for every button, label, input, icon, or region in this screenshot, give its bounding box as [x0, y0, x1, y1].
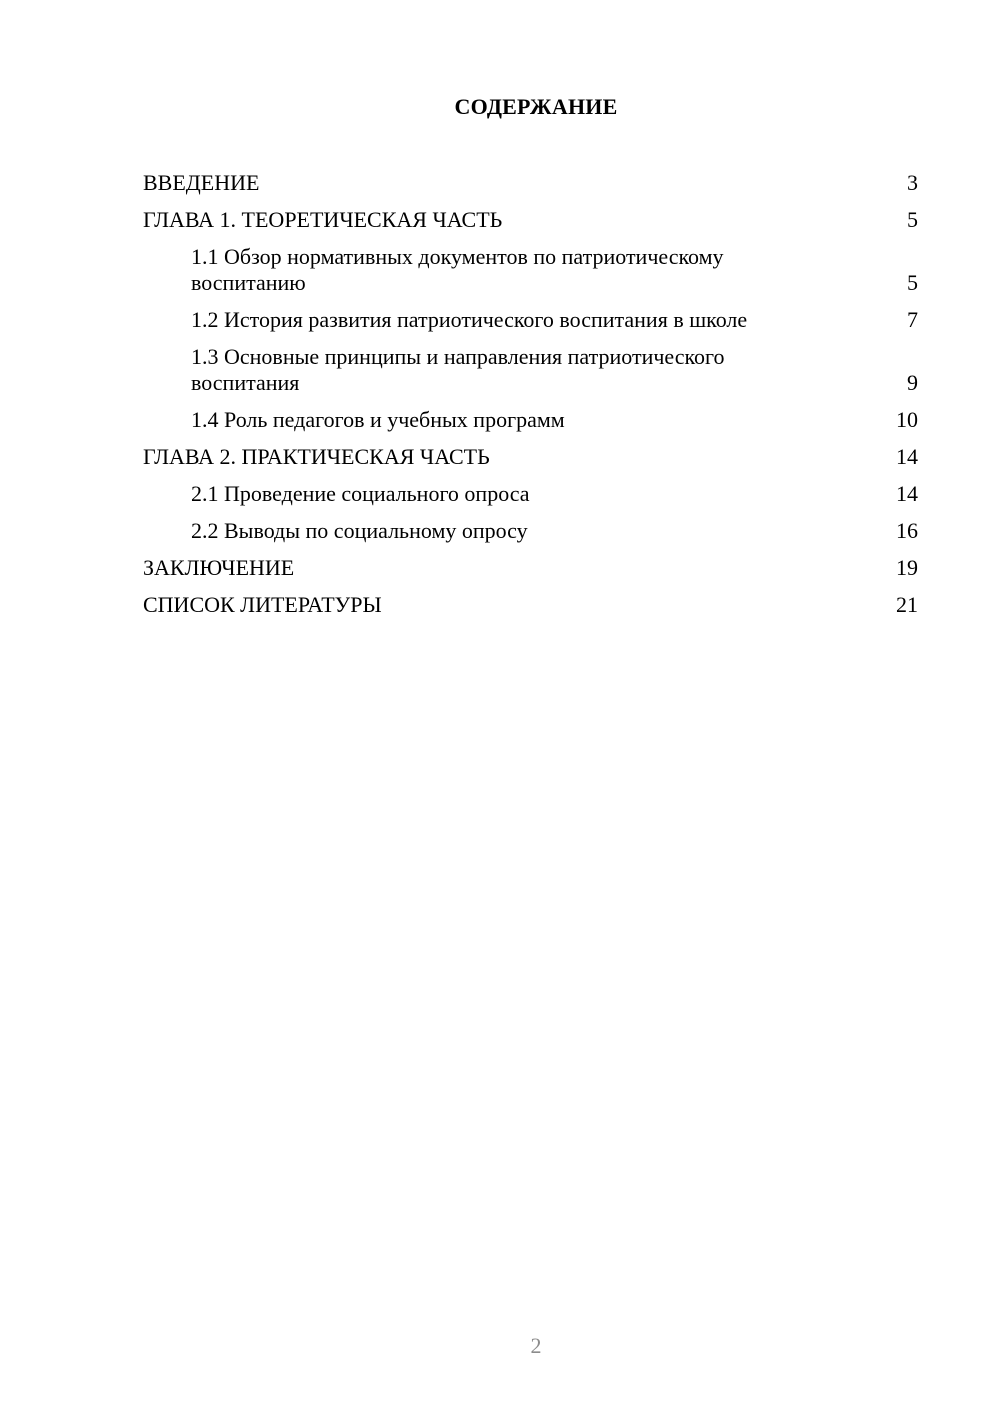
toc-entry-section-2-1	[143, 481, 918, 507]
toc-entry-section-1-2	[143, 307, 918, 333]
toc-entry-label: 2.2 Выводы по социальному опросу	[191, 518, 528, 543]
toc-entry-section-1-3	[143, 344, 918, 396]
page-number: 2	[530, 1333, 542, 1358]
toc-entry-page: 14	[896, 444, 918, 469]
toc-entry-label: 1.1 Обзор нормативных документов по патриотическому воспитанию	[191, 244, 724, 295]
toc-title: СОДЕРЖАНИЕ	[454, 94, 618, 119]
toc-entry-label: СПИСОК ЛИТЕРАТУРЫ	[143, 592, 382, 617]
toc-entry-page: 7	[907, 307, 918, 332]
toc-entry-label: ВВЕДЕНИЕ	[143, 170, 260, 195]
toc-entry-page: 16	[896, 518, 918, 543]
toc-entry-section-1-1	[143, 244, 918, 296]
toc-entry-page: 9	[907, 370, 918, 395]
toc-entry-label: ГЛАВА 2. ПРАКТИЧЕСКАЯ ЧАСТЬ	[143, 444, 490, 469]
toc-entry-page: 21	[896, 592, 918, 617]
toc-entry-label: 1.2 История развития патриотического воспитания в школе	[191, 307, 748, 332]
toc-entry-introduction	[143, 170, 918, 196]
toc-entry-label: 2.1 Проведение социального опроса	[191, 481, 530, 506]
toc-entry-page: 14	[896, 481, 918, 506]
toc-entry-page: 5	[907, 207, 918, 232]
toc-entry-page: 19	[896, 555, 918, 580]
toc-entry-chapter-2	[143, 444, 918, 470]
table-of-contents	[143, 170, 918, 629]
toc-entry-section-2-2	[143, 518, 918, 544]
toc-entry-references	[143, 592, 918, 618]
toc-entry-page: 3	[907, 170, 918, 195]
toc-entry-conclusion	[143, 555, 918, 581]
toc-entry-section-1-4	[143, 407, 918, 433]
toc-entry-label: 1.3 Основные принципы и направления патриотического воспитания	[191, 344, 725, 395]
toc-entry-page: 10	[896, 407, 918, 432]
toc-entry-page: 5	[907, 270, 918, 295]
toc-entry-label: ЗАКЛЮЧЕНИЕ	[143, 555, 295, 580]
toc-entry-label: 1.4 Роль педагогов и учебных программ	[191, 407, 565, 432]
toc-entry-chapter-1	[143, 207, 918, 233]
toc-entry-label: ГЛАВА 1. ТЕОРЕТИЧЕСКАЯ ЧАСТЬ	[143, 207, 503, 232]
